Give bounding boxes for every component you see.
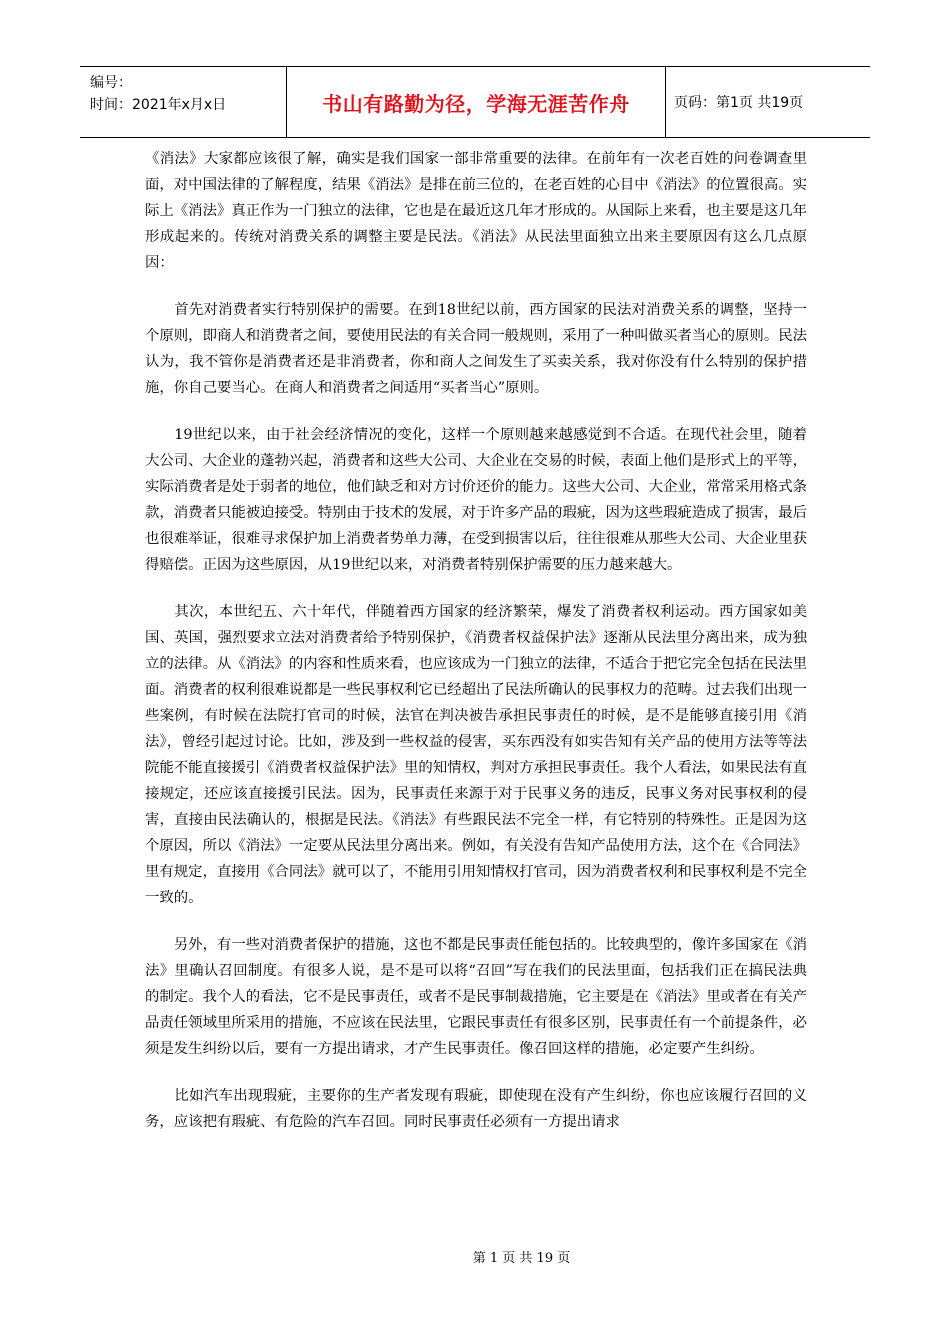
paragraph-2: 首先对消费者实行特别保护的需要。在到18世纪以前，西方国家的民法对消费关系的调整，坚持一个原则，即商人和消费者之间，要使用民法的有关合同一般规则，采用了一种叫做买者当心的原则。民法认为，我不管你是消费者还是非消费者，你和商人之间发生了买卖关系，我对你没有什么特别的保护措施，你自己要当心。在商人和消费者之间适用“买者当心”原则。: [145, 302, 807, 396]
page-footer: [0, 1247, 950, 1266]
page-header: [80, 66, 870, 138]
paragraph-5: 另外，有一些对消费者保护的措施，这也不都是民事责任能包括的。比较典型的，像许多国家在《消法》里确认召回制度。有很多人说，是不是可以将“召回”写在我们的民法里面，包括我们正在搞民法典的制定。我个人的看法，它不是民事责任，或者不是民事制裁措施，它主要是在《消法》里或者在有关产品责任领域里所采用的措施，不应该在民法里，它跟民事责任有很多区别，民事责任有一个前提条件，必须是发生纠纷以后，要有一方提出请求，才产生民事责任。像召回这样的措施，必定要产生纠纷。: [145, 937, 807, 1057]
paragraph-6: 比如汽车出现瑕疵，主要你的生产者发现有瑕疵，即使现在没有产生纠纷，你也应该履行召回的义务，应该把有瑕疵、有危险的汽车召回。同时民事责任必须有一方提出请求: [145, 1088, 807, 1130]
document-number-label: 编号：: [90, 75, 132, 91]
document-body: [145, 146, 807, 1156]
document-time-label: 时间：2021年x月x日: [90, 97, 227, 113]
paragraph-3: 19世纪以来，由于社会经济情况的变化，这样一个原则越来越感觉到不合适。在现代社会里，随着大公司、大企业的蓬勃兴起，消费者和这些大公司、大企业在交易的时候，表面上他们是形式上的平等，实际消费者是处于弱者的地位，他们缺乏和对方讨价还价的能力。这些大公司、大企业，常常采用格式条款，消费者只能被迫接受。特别由于技术的发展，对于许多产品的瑕疵，因为这些瑕疵造成了损害，最后也很难举证，很难寻求保护加上消费者势单力薄，在受到损害以后，往往很难从那些大公司、大企业里获得赔偿。正因为这些原因，从19世纪以来，对消费者特别保护需要的压力越来越大。: [145, 427, 807, 573]
paragraph-4: 其次，本世纪五、六十年代，伴随着西方国家的经济繁荣，爆发了消费者权利运动。西方国家如美国、英国，强烈要求立法对消费者给予特别保护，《消费者权益保护法》逐渐从民法里分离出来，成为独立的法律。从《消法》的内容和性质来看，也应该成为一门独立的法律，不适合于把它完全包括在民法里面。消费者的权利很难说都是一些民事权利它已经超出了民法所确认的民事权力的范畴。过去我们出现一些案例，有时候在法院打官司的时候，法官在判决被告承担民事责任的时候，是不是能够直接引用《消法》，曾经引起过讨论。比如，涉及到一些权益的侵害，买东西没有如实告知有关产品的使用方法等等法院能不能直接援引《消费者权益保护法》里的知情权，判对方承担民事责任。我个人看法，如果民法有直接规定，还应该直接援引民法。因为，民事责任来源于对于民事义务的违反，民事义务对民事权利的侵害，直接由民法确认的，根据是民法。《消法》有些跟民法不完全一样，有它特别的特殊性。正是因为这个原因，所以《消法》一定要从民法里分离出来。例如，有关没有告知产品使用方法，这个在《合同法》里有规定，直接用《合同法》就可以了，不能用引用知情权打官司，因为消费者权利和民事权利是不完全一致的。: [145, 604, 807, 906]
header-page-info: 页码：第1页 共19页: [674, 95, 804, 111]
header-meta: [80, 67, 287, 137]
footer-page-number: 第 1 页 共 19 页: [472, 1251, 571, 1266]
paragraph-1: 《消法》大家都应该很了解，确实是我们国家一部非常重要的法律。在前年有一次老百姓的问卷调查里面，对中国法律的了解程度，结果《消法》是排在前三位的，在老百姓的心目中《消法》的位置很高。实际上《消法》真正作为一门独立的法律，它也是在最近这几年才形成的。从国际上来看，也主要是这几年形成起来的。传统对消费关系的调整主要是民法。《消法》从民法里面独立出来主要原因有这么几点原因：: [145, 151, 807, 271]
header-motto: 书山有路勤为径，学海无涯苦作舟: [287, 67, 666, 137]
